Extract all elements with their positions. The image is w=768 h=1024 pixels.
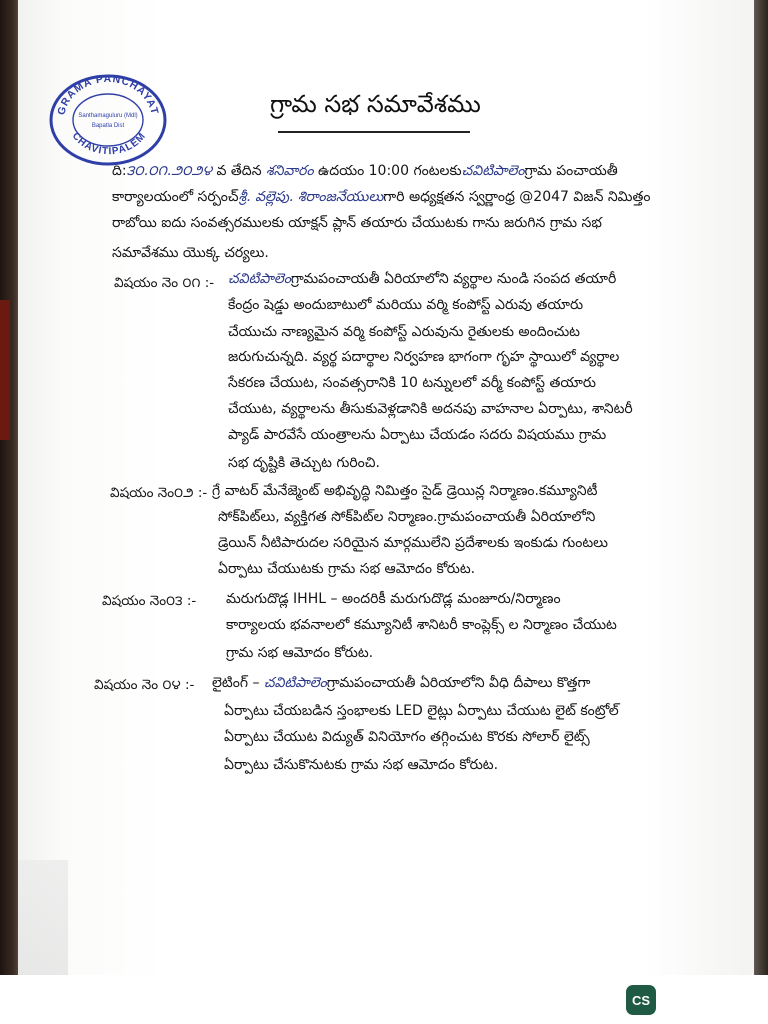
item-3-label: విషయం నెం౦౩ :- (102, 593, 197, 609)
item-4-line-4: ఏర్పాటు చేసుకొనుటకు గ్రామ సభ ఆమోదం కోరుట. (224, 757, 499, 773)
paper-fold-shadow (18, 860, 68, 975)
item-1-line-8: సభ దృష్టికి తెచ్చుట గురించి. (228, 455, 380, 471)
item-1-line-6: చేయుట, వ్యర్థాలను తీసుకువెళ్లడానికి అదనపు వాహనాల ఏర్పాటు, శానిటరీ (228, 401, 633, 417)
handwritten-village: చవిటిపాలెం (228, 271, 291, 287)
panchayat-seal (46, 68, 170, 166)
item-1-line-3: చేయుచు నాణ్యమైన వర్మి కంపోస్ట్ ఎరువును రైతులకు అందించుట (228, 324, 580, 340)
item-4-line-1: లైటింగ్ – చవిటిపాలెంగ్రామపంచాయతీ ఏరియాలోని వీధి దీపాలు కొత్తగా (212, 675, 591, 691)
item-3-line-2: కార్యాలయ భవనాలలో కమ్యూనిటీ శానిటరీ కాంప్లెక్స్ ల నిర్మాణం చేయుట (226, 617, 617, 633)
item-1-line-7: ప్యాడ్ పారవేసే యంత్రాలను ఏర్పాటు చేయడం సదరు విషయము గ్రామ (228, 427, 607, 443)
item-4-label: విషయం నెం ౦౪ :- (94, 677, 195, 693)
handwritten-sarpanch-name: శ్రీ. వల్లెపు. శిరాంజనేయులు (238, 189, 384, 205)
intro-line-3: రాబోయి ఐదు సంవత్సరములకు యాక్షన్ ప్లాన్ తయారు చేయుటకు గాను జరుగిన గ్రామ సభ (112, 215, 602, 231)
item-2-line-4: ఏర్పాటు చేయుటకు గ్రామ సభ ఆమోదం కోరుట. (218, 561, 476, 577)
item-2-label: విషయం నెం౦౨ :- (110, 485, 208, 501)
item-1-line-4: జరుగుచున్నది. వ్యర్థ పదార్థాల నిర్వహణ భాగంగా గృహ స్థాయిలో వ్యర్థాల (228, 349, 620, 365)
item-4-line-2: ఏర్పాటు చేయబడిన స్తంభాలకు LED లైట్లు ఏర్పాటు చేయుట లైట్ కంట్రోల్ (224, 703, 619, 719)
item-4-line-3: ఏర్పాటు చేయుట విద్యుత్ వినియోగం తగ్గించుట కొరకు సోలార్ లైట్స్ (224, 729, 590, 745)
handwritten-date: ౩౦.౦౧.౨౦౨౪ (126, 163, 213, 179)
title-underline (278, 131, 470, 133)
item-3-line-3: గ్రామ సభ ఆమోదం కోరుట. (226, 645, 374, 661)
item-2-line-1: గ్రే వాటర్ మేనేజ్మెంట్ అభివృద్ధి నిమిత్తం సైడ్ డ్రెయిన్ల నిర్మాణం.కమ్యూనిటీ (212, 483, 598, 499)
item-1-line-2: కేంద్రం షెడ్డు అందుబాటులో మరియు వర్మి కంపోస్ట్ ఎరువు తయారు (228, 297, 584, 313)
item-3-line-1: మరుగుదొడ్ల IHHL – అందరికీ మరుగుదొడ్ల మంజూరు/నిర్మాణం (226, 591, 561, 607)
camscanner-badge: CS (626, 985, 656, 1015)
item-2-line-3: డ్రెయిన్ నీటిపారుదల సరియైన మార్గములేని ప్రదేశాలకు ఇంకుడు గుంటలు (218, 535, 608, 551)
seal-center-line-2: Bapatla Dist (91, 123, 125, 129)
handwritten-village: చవిటిపాలెం (461, 163, 525, 179)
seal-bottom-text: CHAVITIPALEM (69, 130, 149, 158)
item-2-line-2: సోక్‌పిట్‌లు, వ్యక్తిగత సోక్‌పిట్‌ల నిర్మాణం.గ్రామపంచాయతీ ఏరియాలోని (218, 509, 596, 525)
item-1-line-1: చవిటిపాలెంగ్రామపంచాయతీ ఏరియాలోని వ్యర్థాల నుండి సంపద తయారీ (228, 271, 617, 287)
item-1-label: విషయం నెం ౦౧ :- (114, 275, 215, 291)
seal-center-line-1: Santhamaguluru (Mdl) (78, 113, 138, 119)
intro-line-4: సమావేశము యొక్క చర్యలు. (112, 245, 269, 261)
item-1-line-5: సేకరణ చేయుట, సంవత్సరానికి 10 టన్నులలో వర్మీ కంపోస్ట్ తయారు (228, 375, 596, 391)
intro-line-1: ది:౩౦.౦౧.౨౦౨౪ వ తేదిన శనివారం ఉదయం 10:00 గంటలకుచవిటిపాలెంగ్రామ పంచాయతీ (112, 163, 618, 179)
handwritten-day: శనివారం (265, 163, 314, 179)
page-title: గ్రామ సభ సమావేశము (270, 90, 481, 118)
seal-top-text: GRAMA PANCHAYAT (55, 72, 161, 117)
intro-line-2: కార్యాలయంలో సర్పంచ్శ్రీ. వల్లెపు. శిరాంజనేయులుగారి అధ్యక్షతన స్వర్ణాంధ్ర @2047 విజన్ నిమిత్తం (112, 189, 651, 205)
handwritten-village: చవిటిపాలెం (263, 675, 327, 691)
